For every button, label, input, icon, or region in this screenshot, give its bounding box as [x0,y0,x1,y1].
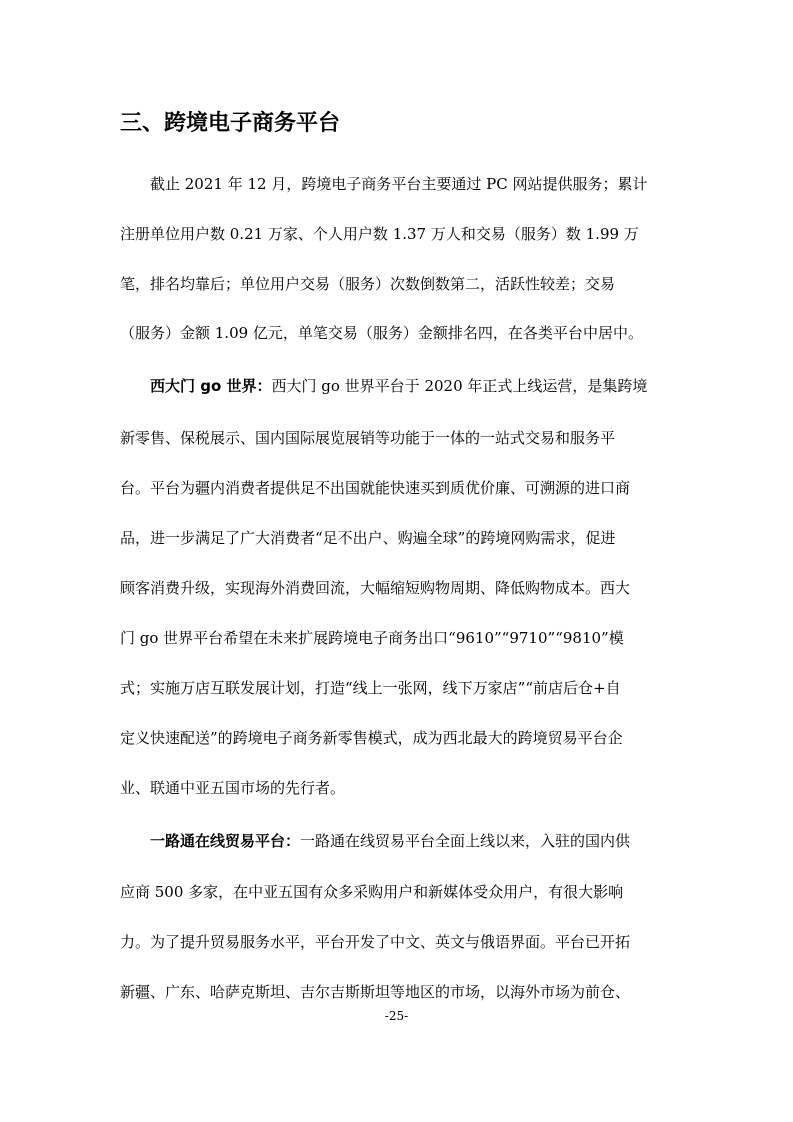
paragraph-line: 品，进一步满足了广大消费者“足不出户、购遍全球”的跨境网购需求，促进 [120,529,616,547]
paragraph-line: 定义快速配送”的跨境电子商务新零售模式，成为西北最大的跨境贸易平台企 [120,729,623,747]
paragraph-text: 西大门 go 世界平台于 2020 年正式上线运营，是集跨境 [271,377,648,395]
paragraph-line: 业、联通中亚五国市场的先行者。 [120,779,346,797]
paragraph-line: 新疆、广东、哈萨克斯坦、吉尔吉斯斯坦等地区的市场，以海外市场为前仓、 [120,983,631,1001]
paragraph-line: 注册单位用户数 0.21 万家、个人用户数 1.37 万人和交易（服务）数 1.99 万 [120,225,639,243]
page-number: -25- [384,1009,409,1023]
paragraph-line: 台。平台为疆内消费者提供足不出国就能快速买到质优价廉、可溯源的进口商 [120,479,631,497]
section-heading: 三、跨境电子商务平台 [120,111,341,136]
paragraph-line [150,829,630,853]
paragraph-text: 一路通在线贸易平台全面上线以来，入驻的国内供 [300,832,631,850]
paragraph-line: 力。为了提升贸易服务水平，平台开发了中文、英文与俄语界面。平台已开拓 [120,933,631,951]
paragraph-line: 式；实施万店互联发展计划，打造“线上一张网，线下万家店”“前店后仓+自 [120,679,621,697]
paragraph-line: （服务）金额 1.09 亿元，单笔交易（服务）金额排名四，在各类平台中居中。 [120,324,643,342]
paragraph-line: 笔，排名均靠后；单位用户交易（服务）次数倒数第二，活跃性较差；交易 [120,275,616,293]
paragraph-line: 截止 2021 年 12 月，跨境电子商务平台主要通过 PC 网站提供服务；累计 [150,175,648,193]
paragraph-line: 新零售、保税展示、国内国际展览展销等功能于一体的一站式交易和服务平 [120,429,616,447]
platform-name-xidamen: 西大门 go 世界： [150,377,272,395]
platform-name-yilutong: 一路通在线贸易平台： [150,832,301,850]
paragraph-line: 应商 500 多家，在中亚五国有众多采购用户和新媒体受众用户，有很大影响 [120,883,624,901]
paragraph-line: 顾客消费升级，实现海外消费回流，大幅缩短购物周期、降低购物成本。西大 [120,579,631,597]
paragraph-line: 门 go 世界平台希望在未来扩展跨境电子商务出口“9610”“9710”“9810”模 [120,629,624,647]
paragraph-line [150,374,647,398]
